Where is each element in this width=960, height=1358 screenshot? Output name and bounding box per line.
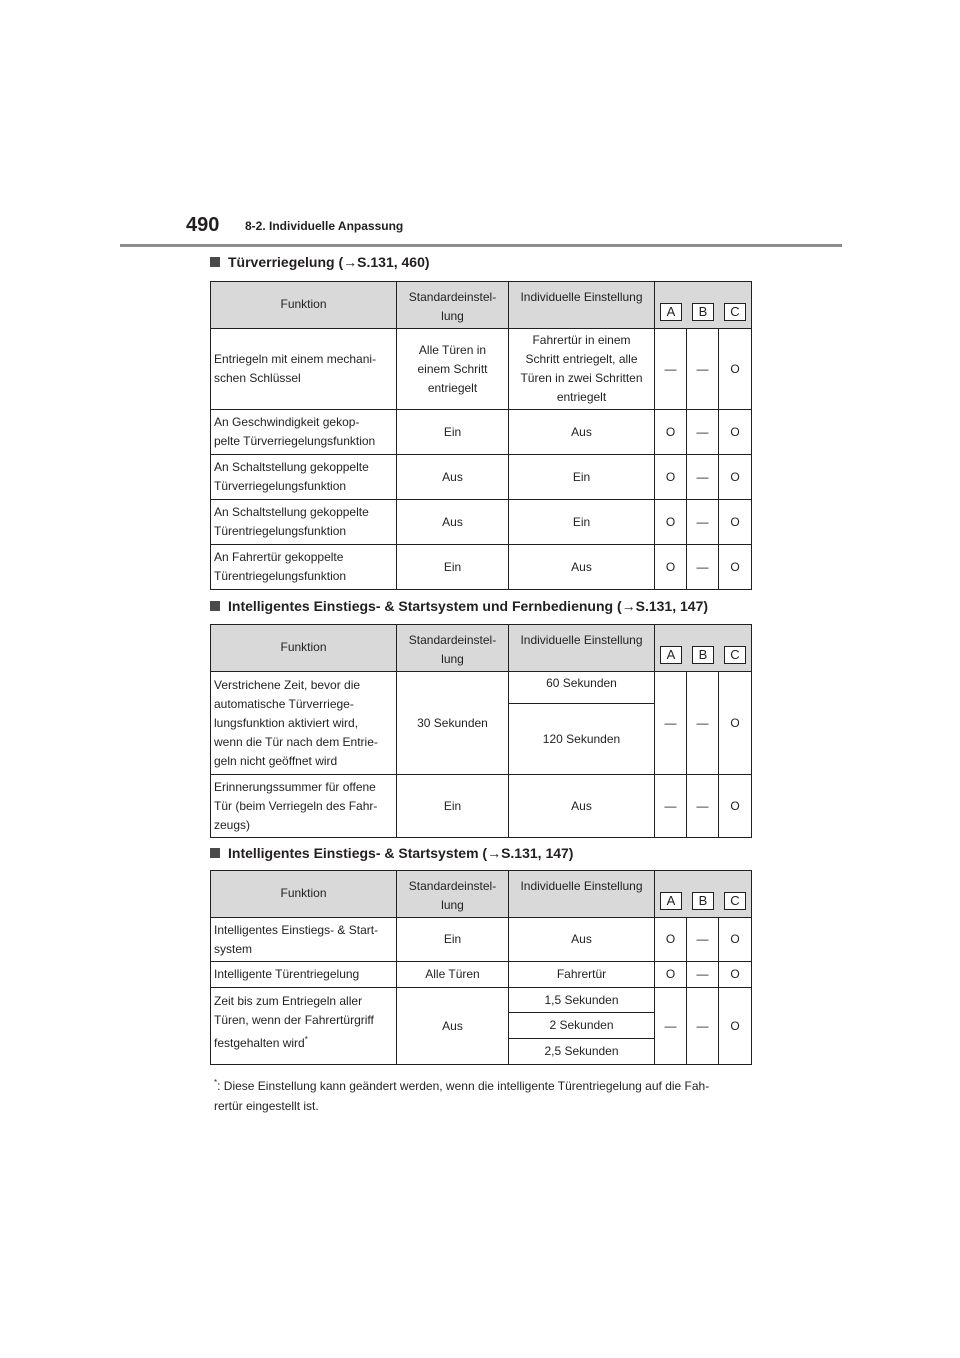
cell-a: — xyxy=(655,988,687,1065)
table-header-row xyxy=(211,282,752,329)
cell-funktion: Erinnerungssummer für offene Tür (beim Verriegeln des Fahr- zeugs) xyxy=(211,775,397,838)
cell-c: O xyxy=(719,329,752,410)
table-row xyxy=(211,775,752,838)
cell-funktion-text: Zeit bis zum Entriegeln aller Türen, wenn der Fahrertürgriff festgehalten wird xyxy=(214,994,374,1050)
cell-a: O xyxy=(655,455,687,500)
cell-a: — xyxy=(655,329,687,410)
section-page-ref: →S.131, 147) xyxy=(621,598,709,614)
cell-b: — xyxy=(687,988,719,1065)
cell-c: O xyxy=(719,672,752,775)
section-title-fernbedienung xyxy=(210,598,708,614)
cell-standard: Aus xyxy=(397,988,509,1065)
col-header-a: A xyxy=(660,303,682,321)
cell-individuell: Fahrertür in einem Schritt entriegelt, alle Türen in zwei Schritten entriegelt xyxy=(509,329,655,410)
cell-a: — xyxy=(655,775,687,838)
settings-table-fernbedienung xyxy=(210,624,752,838)
cell-c: O xyxy=(719,988,752,1065)
cell-b: — xyxy=(687,775,719,838)
col-header-c: C xyxy=(724,646,746,664)
cell-b: — xyxy=(687,329,719,410)
section-title-text: Intelligentes Einstiegs- & Startsystem und Fernbedienung ( xyxy=(228,598,622,614)
table-row xyxy=(211,962,752,988)
section-title-text: Türverriegelung ( xyxy=(228,254,344,270)
cell-funktion: An Geschwindigkeit gekop- pelte Türverriegelungsfunktion xyxy=(211,410,397,455)
section-page-ref: →S.131, 147) xyxy=(487,845,574,861)
cell-standard: Aus xyxy=(397,455,509,500)
table-row xyxy=(211,455,752,500)
col-header-b: B xyxy=(692,303,714,321)
table-row xyxy=(211,672,752,704)
header-divider xyxy=(120,244,842,247)
col-header-funktion: Funktion xyxy=(211,871,397,918)
cell-b: — xyxy=(687,918,719,962)
settings-table-startsystem xyxy=(210,870,752,1065)
cell-a: O xyxy=(655,500,687,545)
table-header-row xyxy=(211,871,752,918)
table-header-row xyxy=(211,625,752,672)
cell-individuell-option: 120 Sekunden xyxy=(509,704,655,775)
cell-individuell: Fahrertür xyxy=(509,962,655,988)
cell-standard: Ein xyxy=(397,775,509,838)
cell-c: O xyxy=(719,962,752,988)
cell-funktion: Intelligentes Einstiegs- & Start- system xyxy=(211,918,397,962)
cell-individuell: Ein xyxy=(509,455,655,500)
table-row xyxy=(211,988,752,1013)
footnote-mark: * xyxy=(214,1078,218,1087)
cell-individuell: Aus xyxy=(509,545,655,590)
section-title-text: Intelligentes Einstiegs- & Startsystem ( xyxy=(228,845,488,861)
cell-funktion xyxy=(211,988,397,1065)
cell-funktion: Entriegeln mit einem mechani- schen Schlüssel xyxy=(211,329,397,410)
cell-c: O xyxy=(719,500,752,545)
table-row xyxy=(211,500,752,545)
table-row xyxy=(211,918,752,962)
cell-standard: Ein xyxy=(397,918,509,962)
col-header-abc xyxy=(655,282,752,329)
section-bullet-icon xyxy=(210,601,220,611)
cell-a: O xyxy=(655,410,687,455)
cell-a: O xyxy=(655,545,687,590)
col-header-funktion: Funktion xyxy=(211,625,397,672)
chapter-title: 8-2. Individuelle Anpassung xyxy=(245,219,404,233)
cell-individuell-option: 1,5 Sekunden xyxy=(509,988,655,1013)
cell-a: O xyxy=(655,962,687,988)
page-number: 490 xyxy=(186,214,220,236)
table-row xyxy=(211,329,752,410)
cell-b: — xyxy=(687,500,719,545)
cell-individuell-option: 60 Sekunden xyxy=(509,672,655,704)
cell-c: O xyxy=(719,410,752,455)
footnote-marker: * xyxy=(304,1035,308,1044)
section-title-startsystem xyxy=(210,845,573,861)
col-header-individuell: Individuelle Einstellung xyxy=(509,625,655,672)
cell-individuell: Ein xyxy=(509,500,655,545)
cell-individuell-option: 2,5 Sekunden xyxy=(509,1039,655,1065)
col-header-individuell: Individuelle Einstellung xyxy=(509,871,655,918)
cell-standard: Alle Türen in einem Schritt entriegelt xyxy=(397,329,509,410)
col-header-funktion: Funktion xyxy=(211,282,397,329)
section-bullet-icon xyxy=(210,257,220,267)
col-header-b: B xyxy=(692,892,714,910)
cell-individuell: Aus xyxy=(509,775,655,838)
col-header-abc xyxy=(655,625,752,672)
cell-funktion: An Schaltstellung gekoppelte Türentriegelungsfunktion xyxy=(211,500,397,545)
cell-b: — xyxy=(687,672,719,775)
col-header-abc xyxy=(655,871,752,918)
col-header-a: A xyxy=(660,646,682,664)
section-bullet-icon xyxy=(210,848,220,858)
col-header-standard: Standardeinstel- lung xyxy=(397,625,509,672)
cell-b: — xyxy=(687,410,719,455)
col-header-c: C xyxy=(724,303,746,321)
cell-standard: 30 Sekunden xyxy=(397,672,509,775)
cell-b: — xyxy=(687,545,719,590)
col-header-c: C xyxy=(724,892,746,910)
table-row xyxy=(211,545,752,590)
section-title-tuerverriegelung xyxy=(210,254,430,270)
cell-c: O xyxy=(719,545,752,590)
cell-c: O xyxy=(719,455,752,500)
cell-standard: Ein xyxy=(397,410,509,455)
cell-c: O xyxy=(719,918,752,962)
cell-funktion: An Fahrertür gekoppelte Türentriegelungsfunktion xyxy=(211,545,397,590)
cell-individuell: Aus xyxy=(509,410,655,455)
cell-b: — xyxy=(687,455,719,500)
table-row xyxy=(211,410,752,455)
footnote xyxy=(214,1073,754,1116)
col-header-b: B xyxy=(692,646,714,664)
cell-funktion: Intelligente Türentriegelung xyxy=(211,962,397,988)
cell-individuell-option: 2 Sekunden xyxy=(509,1013,655,1039)
cell-b: — xyxy=(687,962,719,988)
col-header-standard: Standardeinstel- lung xyxy=(397,282,509,329)
col-header-standard: Standardeinstel- lung xyxy=(397,871,509,918)
cell-c: O xyxy=(719,775,752,838)
cell-standard: Aus xyxy=(397,500,509,545)
footnote-text: : Diese Einstellung kann geändert werden, wenn die intelligente Türentriegelung auf die Fah- rertür eingestellt ist. xyxy=(214,1079,710,1113)
col-header-a: A xyxy=(660,892,682,910)
section-page-ref: →S.131, 460) xyxy=(343,254,430,270)
cell-a: O xyxy=(655,918,687,962)
cell-funktion: An Schaltstellung gekoppelte Türverriegelungsfunktion xyxy=(211,455,397,500)
settings-table-tuerverriegelung xyxy=(210,281,752,590)
cell-standard: Alle Türen xyxy=(397,962,509,988)
cell-funktion: Verstrichene Zeit, bevor die automatische Türverriege- lungsfunktion aktiviert wird, wenn die Tür nach dem Entrie- geln nicht geöffnet wird xyxy=(211,672,397,775)
col-header-individuell: Individuelle Einstellung xyxy=(509,282,655,329)
cell-a: — xyxy=(655,672,687,775)
cell-individuell: Aus xyxy=(509,918,655,962)
cell-standard: Ein xyxy=(397,545,509,590)
